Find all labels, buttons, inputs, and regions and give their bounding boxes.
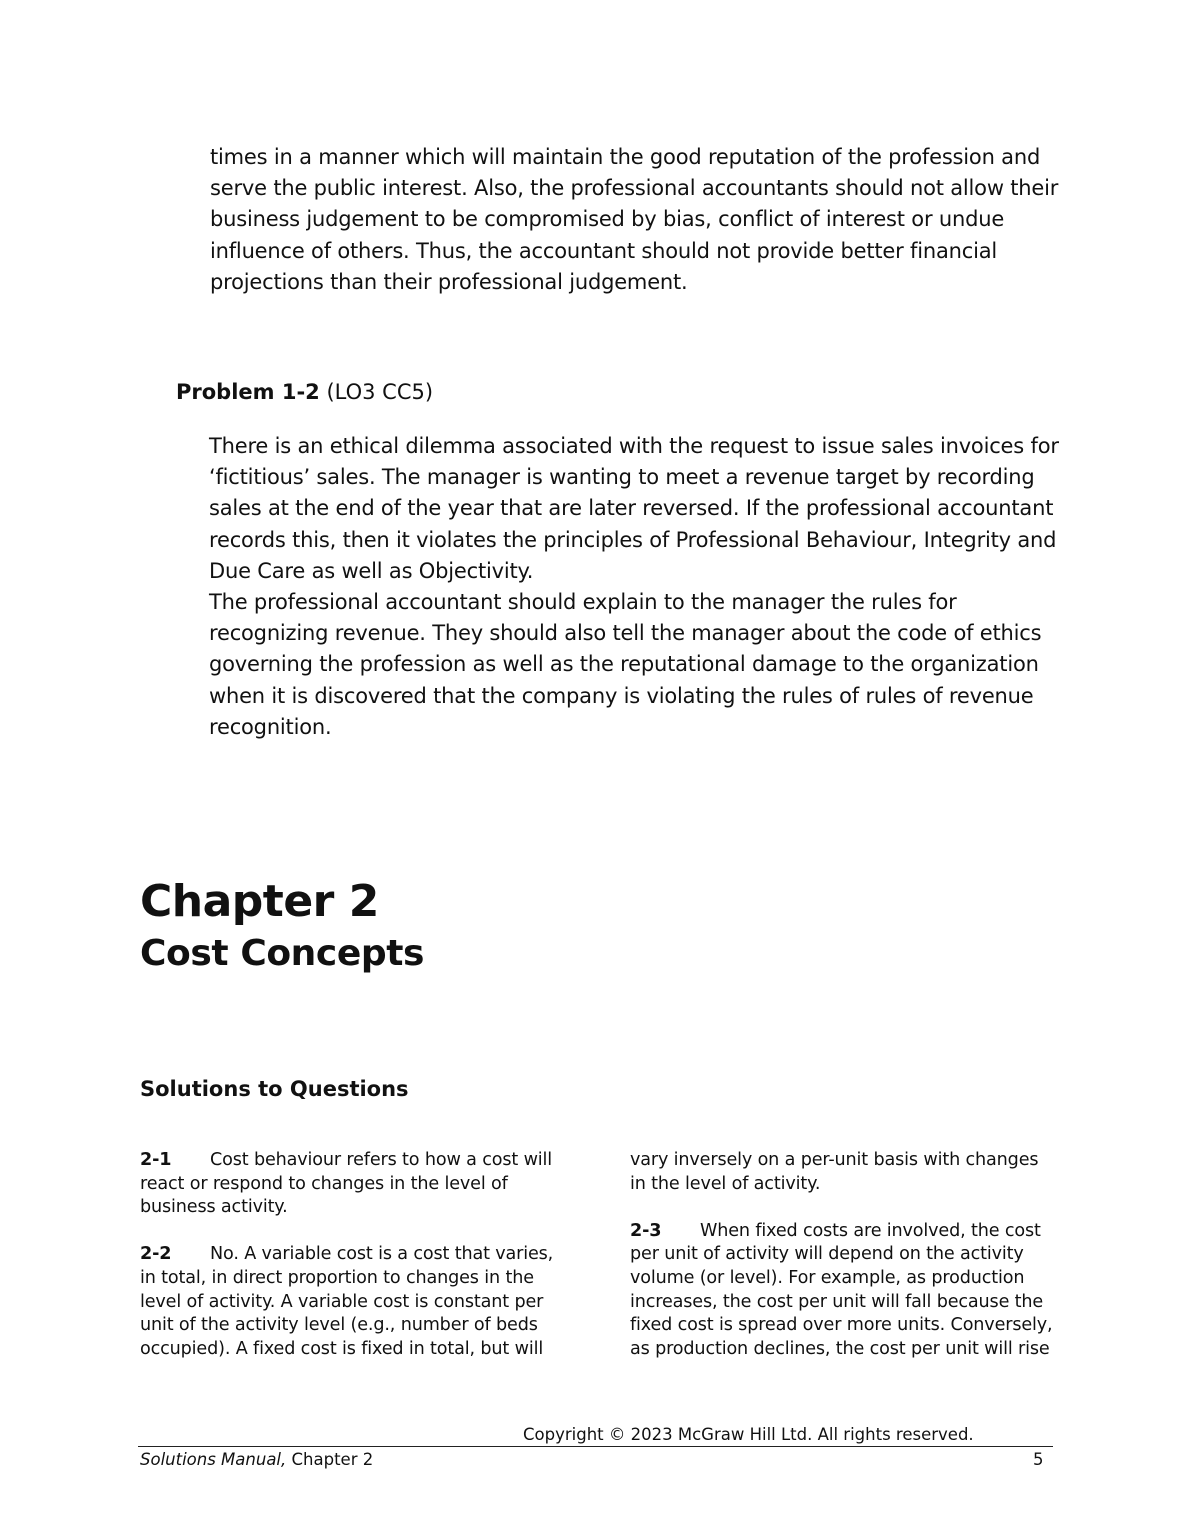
footer-title: [140, 1449, 373, 1471]
question-number: 2-1: [140, 1150, 172, 1170]
question-2-1: [140, 1149, 560, 1220]
question-text: No. A variable cost is a cost that varies, in total, in direct proportion to changes in the level of activity. A variable cost is constant per unit of the activity level (e.g., number of beds occupied). A fixed cost is fixed in total, but will: [140, 1244, 554, 1359]
section-heading: Solutions to Questions: [140, 1077, 409, 1101]
question-text: When fixed costs are involved, the cost per unit of activity will depend on the activity volume (or level). For example, as production increases, the cost per unit will fall because the fixed cost is spread over more units. Conversely, as production declines, the cost per unit will rise: [630, 1220, 1053, 1359]
problem-label: Problem 1-2: [176, 380, 320, 404]
page-number: 5: [1033, 1450, 1044, 1469]
footer-divider: [138, 1446, 1053, 1447]
problem-paragraph-2: The professional accountant should explain to the manager the rules for recognizing revenue. They should also tell the manager about the code of ethics governing the profession as well as the reputational damage to the organization when it is discovered that the company is violating the rules of rules of revenue recognition.: [209, 590, 1042, 739]
copyright-notice: Copyright © 2023 McGraw Hill Ltd. All rights reserved.: [523, 1425, 974, 1444]
chapter-number: Chapter 2: [140, 876, 379, 927]
manual-title: Solutions Manual,: [140, 1450, 287, 1469]
chapter-title: Cost Concepts: [140, 933, 425, 974]
right-column: [630, 1149, 1055, 1385]
question-number: 2-2: [140, 1244, 172, 1265]
left-column: [140, 1149, 560, 1385]
question-2-3: [630, 1220, 1055, 1362]
problem-heading: [176, 377, 433, 408]
question-2-2: [140, 1243, 560, 1361]
question-number: 2-3: [630, 1220, 662, 1241]
problem-tag: (LO3 CC5): [326, 380, 434, 404]
question-2-2-continued: vary inversely on a per-unit basis with changes in the level of activity.: [630, 1150, 1039, 1194]
question-text: Cost behaviour refers to how a cost will react or respond to changes in the level of business activity.: [140, 1150, 553, 1218]
footer-chapter: Chapter 2: [291, 1450, 374, 1469]
problem-paragraph-1: There is an ethical dilemma associated with the request to issue sales invoices for ‘fictitious’ sales. The manager is wanting to meet a revenue target by recording sales at the end of the year that are later reversed. If the professional accountant records this, then it violates the principles of Professional Behaviour, Integrity and Due Care as well as Objectivity.: [209, 434, 1059, 583]
problem-body: [209, 431, 1059, 743]
continuation-paragraph: times in a manner which will maintain the good reputation of the profession and serve the public interest. Also, the professional accountants should not allow their business judgement to be compromised by bias, conflict of interest or undue influence of others. Thus, the accountant should not provide better financial projections than their professional judgement.: [210, 145, 1059, 294]
